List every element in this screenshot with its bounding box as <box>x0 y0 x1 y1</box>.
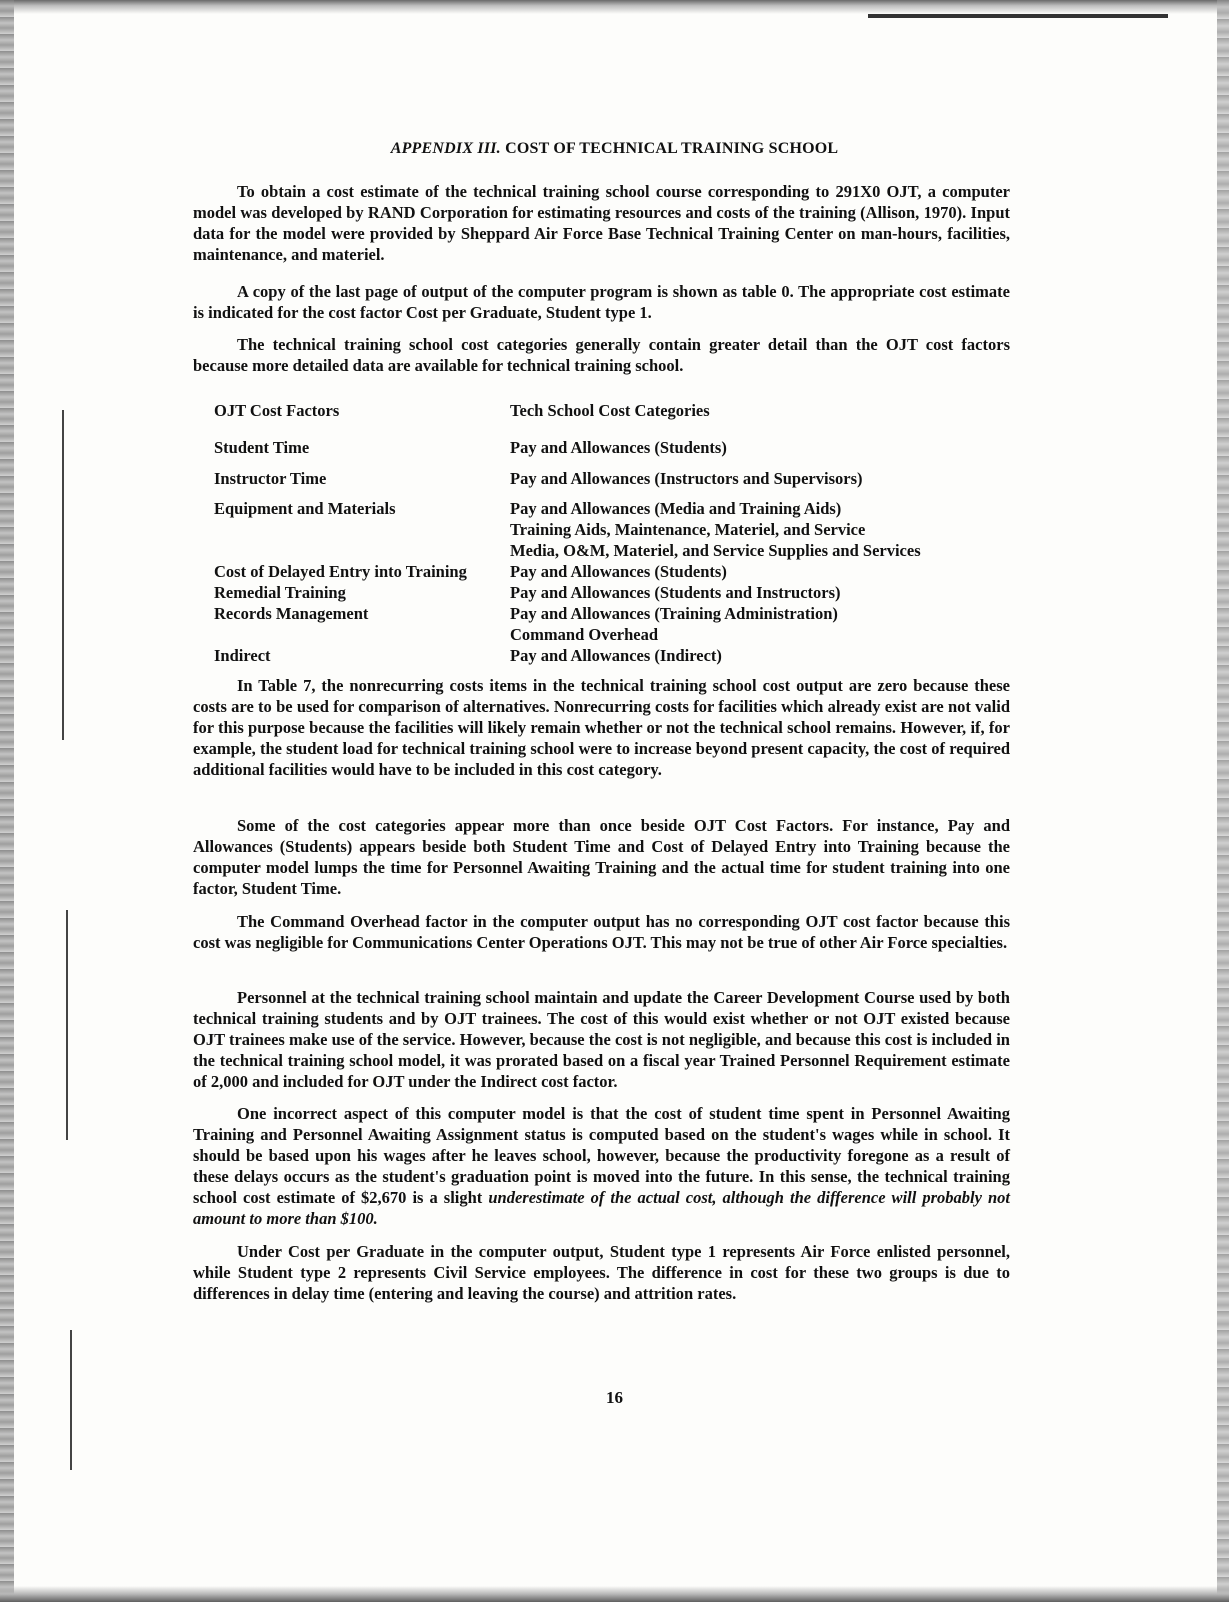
paragraph-underestimate <box>193 1103 1010 1229</box>
table-cell-tech-category: Pay and Allowances (Instructors and Supervisors) <box>510 469 863 488</box>
paragraph-repeated-categories: Some of the cost categories appear more than once beside OJT Cost Factors. For instance, Pay and Allowances (Students) appears beside both Student Time and Cost of Delayed Entry into Training because the computer model lumps the time for Personnel Awaiting Training and the actual time for student training into one factor, Student Time. <box>193 816 1010 898</box>
page-title <box>0 140 1229 158</box>
table-cell-tech-category <box>510 603 1020 645</box>
scan-edge-top <box>0 0 1229 14</box>
table-cell-tech-category: Pay and Allowances (Indirect) <box>510 646 722 665</box>
paragraph-career-development: Personnel at the technical training school maintain and update the Career Development Course used by both technical training students and by OJT trainees. The cost of this would exist whether or not OJT existed because OJT trainees make use of the service. However, because the cost is not negligible, and because this cost is included in the technical training school model, it was prorated based on a fiscal year Trained Personnel Requirement estimate of 2,000 and included for OJT under the Indirect cost factor. <box>193 988 1010 1091</box>
paragraph-nonrecurring-costs: In Table 7, the nonrecurring costs items in the technical training school cost output are zero because these costs are to be used for comparison of alternatives. Nonrecurring costs for facilities which already exist are not valid for this purpose because the facilities will likely remain whether or not the technical school remains. However, if, for example, the student load for technical training school were to increase beyond present capacity, the cost of required additional facilities would have to be included in this cost category. <box>193 676 1010 779</box>
table-header-left: OJT Cost Factors <box>214 401 340 420</box>
table-cell-tech-category <box>510 498 1020 561</box>
table-cell-tech-category: Pay and Allowances (Students) <box>510 562 727 581</box>
table-cell-ojt-factor: Remedial Training <box>214 583 346 602</box>
appendix-label: APPENDIX III. <box>390 140 501 157</box>
table-cell-ojt-factor: Equipment and Materials <box>214 499 396 518</box>
paragraph-student-types: Under Cost per Graduate in the computer output, Student type 1 represents Air Force enlisted personnel, while Student type 2 represents Civil Service employees. The difference in cost for these two groups is due to differences in delay time (entering and leaving the course) and attrition rates. <box>193 1242 1010 1303</box>
page-number: 16 <box>606 1388 623 1407</box>
underestimate-text: One incorrect aspect of this computer model is that the cost of student time spent in Personnel Awaiting Training and Personnel Awaiting Assignment status is computed based on the student's wages while in school. It should be based upon his wages after he leaves school, however, because the productivity foregone as a result of these delays occurs as the student's graduation point is moved into the future. In this sense, the technical training school cost estimate of $2,670 is a slight <box>193 1104 1010 1207</box>
table-cell-ojt-factor: Records Management <box>214 604 369 623</box>
underestimate-emphasis: underestimate of the actual cost, although the difference will probably not amount to more than $100. <box>193 1188 1010 1228</box>
table-header-right: Tech School Cost Categories <box>510 401 710 420</box>
table-cell-line: Media, O&M, Materiel, and Service Supplies and Services <box>510 541 921 560</box>
table-cell-ojt-factor: Instructor Time <box>214 469 327 488</box>
table-cell-tech-category: Pay and Allowances (Students and Instructors) <box>510 583 841 602</box>
scan-artifact-bar <box>868 14 1168 18</box>
paragraph-intro-1: To obtain a cost estimate of the technical training school course corresponding to 291X0 OJT, a computer model was developed by RAND Corporation for estimating resources and costs of the training (Allison, 1970). Input data for the model were provided by Sheppard Air Force Base Technical Training Center on man-hours, facilities, maintenance, and materiel. <box>193 182 1010 264</box>
scan-margin-mark <box>62 410 64 740</box>
table-cell-tech-category: Pay and Allowances (Students) <box>510 438 727 457</box>
table-cell-line: Pay and Allowances (Media and Training Aids) <box>510 499 842 518</box>
table-cell-ojt-factor: Indirect <box>214 646 271 665</box>
table-cell-line: Pay and Allowances (Training Administration) <box>510 604 838 623</box>
table-cell-ojt-factor: Student Time <box>214 438 310 457</box>
paragraph-intro-3: The technical training school cost categories generally contain greater detail than the OJT cost factors because more detailed data are available for technical training school. <box>193 335 1010 375</box>
scan-margin-mark <box>66 910 68 1140</box>
table-cell-ojt-factor: Cost of Delayed Entry into Training <box>214 562 467 581</box>
appendix-title: COST OF TECHNICAL TRAINING SCHOOL <box>505 140 839 157</box>
paragraph-command-overhead: The Command Overhead factor in the computer output has no corresponding OJT cost factor because this cost was negligible for Communications Center Operations OJT. This may not be true of other Air Force specialties. <box>193 912 1010 952</box>
paragraph-intro-2: A copy of the last page of output of the computer program is shown as table 0. The appropriate cost estimate is indicated for the cost factor Cost per Graduate, Student type 1. <box>193 282 1010 322</box>
table-cell-line: Training Aids, Maintenance, Materiel, and Service <box>510 520 866 539</box>
scan-edge-right <box>1217 0 1229 1602</box>
scan-edge-left <box>0 0 14 1602</box>
scan-edge-bottom <box>0 1586 1229 1602</box>
table-cell-line: Command Overhead <box>510 625 659 644</box>
